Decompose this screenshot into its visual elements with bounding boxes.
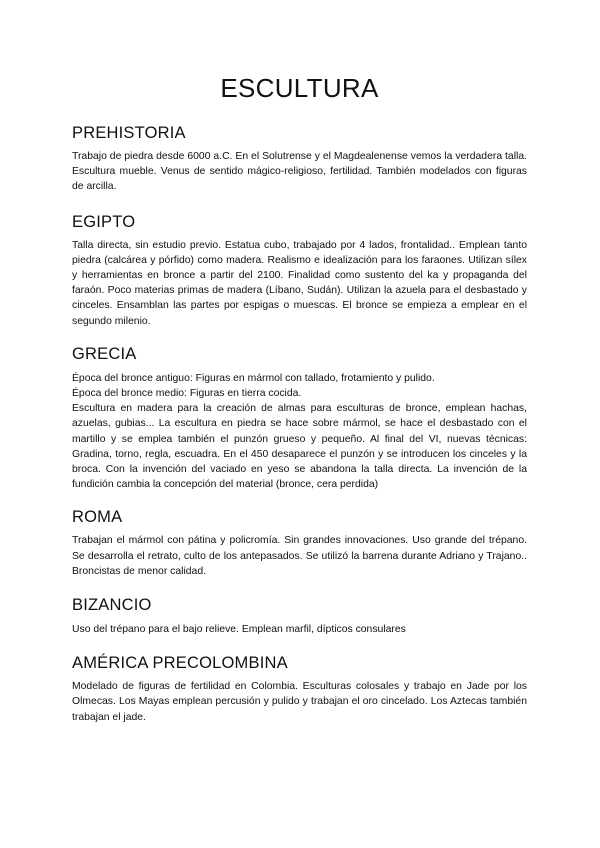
page-title: ESCULTURA bbox=[220, 73, 379, 103]
section-paragraph: Escultura en madera para la creación de almas para esculturas de bronce, emplean hachas, azuelas, gubias... La escultura en piedra se hace sobre mármol, se hace el desbastado con el martillo y se emplea también el punzón grueso y pequeño. Al final del VI, nuevas técnicas: Gradina, torno, regla, escuadra. En el 450 desaparece el punzón y se introducen los cinceles y la broca. Con la invención del vaciado en yeso se abandona la talla directa. La invención de la fundición cambia la concepción del material (bronce, cera perdida) bbox=[72, 403, 527, 491]
section-heading: ROMA bbox=[72, 508, 123, 527]
section-paragraph: Talla directa, sin estudio previo. Estatua cubo, trabajado por 4 lados, frontalidad.. Emplean tanto piedra (calcárea y pórfido) como madera. Realismo e idealización para los faraones. Utilizan sílex y herramientas en bronce a partir del 2100. Finalidad como sustento del ka y propaganda del faraón. Poco materias primas de madera (Líbano, Sudán). Utilizan la azuela para el desbastado y cinceles. Ensamblan las partes por espigas o muescas. El bronce se empieza a emplear en el segundo milenio. bbox=[72, 239, 527, 327]
section-grecia bbox=[72, 344, 527, 493]
section-roma bbox=[72, 507, 527, 579]
section-paragraph: Trabajan el mármol con pátina y policromía. Sin grandes innovaciones. Uso grande del trépano. Se desarrolla el retrato, culto de los antepasados. Se utilizó la barrena durante Adriano y Trajano.. Broncistas de menor calidad. bbox=[72, 535, 527, 577]
section-paragraph: Trabajo de piedra desde 6000 a.C. En el Solutrense y el Magdealenense vemos la verdadera talla. Escultura mueble. Venus de sentido mágico-religioso, fertilidad. También modelados con figuras de arcilla. bbox=[72, 151, 527, 193]
document-page bbox=[72, 0, 527, 725]
section-paragraph: Uso del trépano para el bajo relieve. Emplean marfil, dípticos consulares bbox=[72, 624, 406, 636]
section-heading: EGIPTO bbox=[72, 212, 136, 231]
section-heading: AMÉRICA PRECOLOMBINA bbox=[72, 654, 288, 673]
section-heading: GRECIA bbox=[72, 344, 137, 363]
section-heading: BIZANCIO bbox=[72, 596, 152, 615]
section-paragraph: Época del bronce antiguo: Figuras en mármol con tallado, frotamiento y pulido. bbox=[72, 372, 435, 384]
section-heading: PREHISTORIA bbox=[72, 124, 186, 142]
section-paragraph: Época del bronce medio: Figuras en tierra cocida. bbox=[72, 388, 302, 400]
section-prehistoria bbox=[72, 123, 527, 195]
section-paragraph: Modelado de figuras de fertilidad en Colombia. Esculturas colosales y trabajo en Jade por los Olmecas. Los Mayas emplean percusión y pulido y trabajan el oro cincelado. Los Aztecas también trabajan el jade. bbox=[72, 681, 527, 723]
section-bizancio bbox=[72, 595, 527, 637]
section-egipto bbox=[72, 212, 527, 329]
section-america-precolombina bbox=[72, 653, 527, 725]
